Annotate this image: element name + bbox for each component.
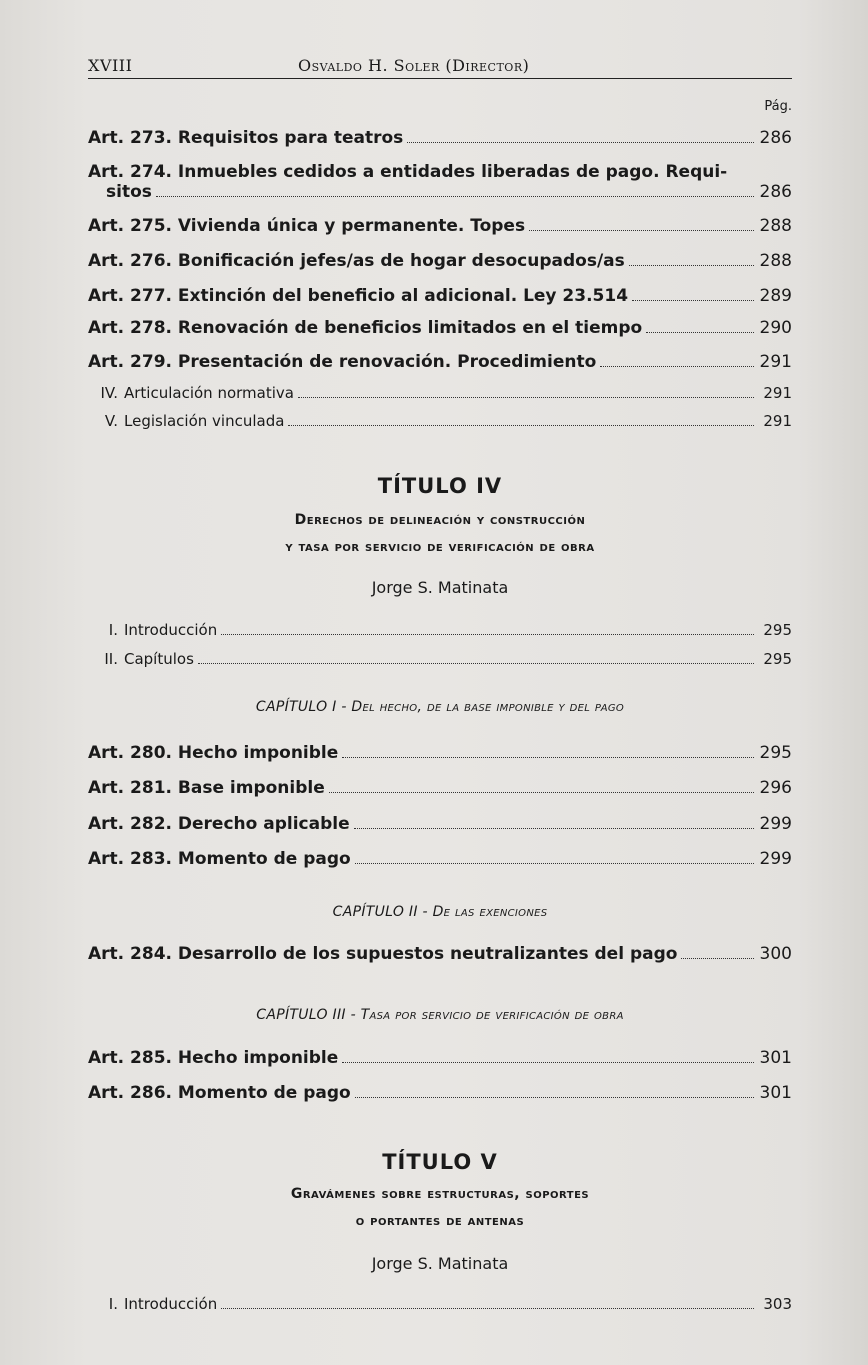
toc-entry: Art. 277. Extinción del beneficio al adicional. Ley 23.514 289 — [88, 286, 792, 306]
section-subtitle: y tasa por servicio de verificación de obra — [285, 539, 595, 555]
section-title: TÍTULO V — [382, 1150, 498, 1174]
chapter-heading: CAPÍTULO II - De las exenciones — [332, 904, 548, 920]
toc-entry: Art. 275. Vivienda única y permanente. Topes 288 — [88, 216, 792, 236]
toc-entry: Art. 276. Bonificación jefes/as de hogar desocupados/as 288 — [88, 251, 792, 271]
toc-entry: Art. 279. Presentación de renovación. Procedimiento 291 — [88, 352, 792, 372]
toc-subentry: I. Introducción 303 — [108, 1295, 792, 1313]
chapter-heading: CAPÍTULO III - Tasa por servicio de verificación de obra — [256, 1007, 624, 1023]
toc-entry: Art. 281. Base imponible 296 — [88, 778, 792, 798]
page-number: XVIII — [88, 56, 133, 75]
toc-subentry: II. Capítulos 295 — [104, 650, 792, 668]
toc-entry: Art. 273. Requisitos para teatros 286 — [88, 128, 792, 148]
toc-subentry: IV. Articulación normativa 291 — [100, 384, 792, 402]
section-subtitle: Gravámenes sobre estructuras, soportes — [290, 1186, 590, 1202]
toc-entry: Art. 285. Hecho imponible 301 — [88, 1048, 792, 1068]
section-author: Jorge S. Matinata — [371, 578, 509, 597]
page-column-label: Pág. — [764, 99, 792, 114]
toc-entry: Art. 284. Desarrollo de los supuestos neutralizantes del pago 300 — [88, 944, 792, 964]
section-subtitle: Derechos de delineación y construcción — [294, 512, 586, 528]
section-author: Jorge S. Matinata — [371, 1254, 509, 1273]
toc-entry: Art. 280. Hecho imponible 295 — [88, 743, 792, 763]
page-header — [88, 54, 792, 79]
toc-entry: Art. 274. Inmuebles cedidos a entidades liberadas de pago. Requi- sitos 286 — [88, 162, 792, 202]
toc-entry: Art. 286. Momento de pago 301 — [88, 1083, 792, 1103]
toc-entry: Art. 283. Momento de pago 299 — [88, 849, 792, 869]
toc-subentry: V. Legislación vinculada 291 — [104, 412, 792, 430]
chapter-heading: CAPÍTULO I - Del hecho, de la base imponible y del pago — [255, 699, 625, 715]
toc-subentry: I. Introducción 295 — [108, 621, 792, 639]
header-author: Osvaldo H. Soler (Director) — [298, 56, 530, 75]
toc-entry: Art. 282. Derecho aplicable 299 — [88, 814, 792, 834]
section-title: TÍTULO IV — [377, 474, 503, 498]
section-subtitle: o portantes de antenas — [355, 1213, 525, 1229]
toc-entry: Art. 278. Renovación de beneficios limitados en el tiempo 290 — [88, 318, 792, 338]
